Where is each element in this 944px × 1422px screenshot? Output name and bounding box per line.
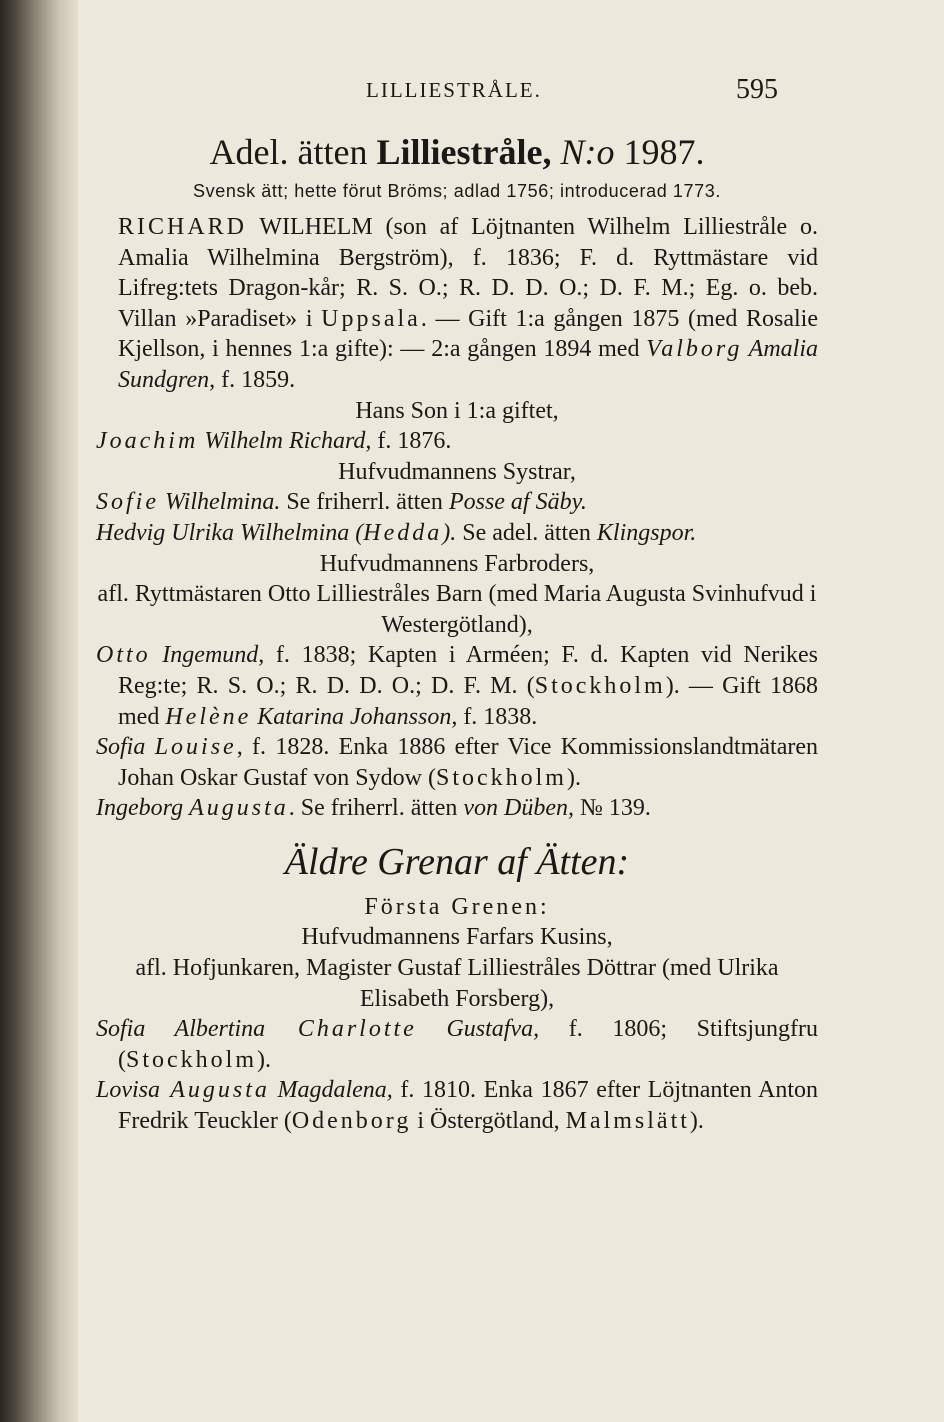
son-heading: Hans Son i 1:a giftet, [355, 397, 559, 424]
page-content [96, 72, 818, 1137]
uncle-subheading: afl. Ryttmästaren Otto Lilliestråles Barn (med Maria Augusta Svinhufvud i Westergötland), [97, 581, 817, 638]
title-prefix: Adel. ätten [209, 132, 368, 172]
entry-richard: RICHARD WILHELM (son af Löjtnanten Wilhelm Lilliestråle o. Amalia Wilhelmina Bergström), f. 1836; F. d. Ryttmästare vid Lifreg:tets Dragon-kår; R. S. O.; R. D. D. O.; D. F. M.; Eg. o. beb. Villan »Paradiset» i Uppsala. — Gift 1:a gången 1875 (med Rosalie Kjellson, i hennes 1:a gifte): — 2:a gången 1894 med Valborg Amalia Sundgren, f. 1859. [118, 214, 818, 393]
cousin-heading: Hufvudmannens Farfars Kusins, [301, 924, 613, 951]
older-branches-heading: Äldre Grenar af Ätten: [284, 840, 630, 883]
running-title: LILLIESTRÅLE. [366, 78, 542, 102]
book-spine-shadow [0, 0, 78, 1422]
genealogy-body [96, 212, 818, 1137]
family-number: 1987. [623, 132, 705, 172]
entry-joachim: Joachim Wilhelm Richard, f. 1876. [96, 428, 452, 455]
family-title [96, 130, 818, 174]
entry-hedvig: Hedvig Ulrika Wilhelmina (Hedda). Se adel. ätten Klingspor. [96, 519, 697, 546]
running-header [96, 72, 818, 120]
cousin-subheading: afl. Hofjunkaren, Magister Gustaf Lilliestråles Döttrar (med Ulrika Elisabeth Forsberg), [135, 955, 779, 1012]
family-name: Lilliestråle, [376, 132, 552, 172]
entry-sofia-albertina: Sofia Albertina Charlotte Gustafva, f. 1806; Stiftsjungfru (Stockholm). [96, 1016, 818, 1073]
number-label: N:o [560, 132, 615, 172]
entry-sofie: Sofie Wilhelmina. Se friherrl. ätten Posse af Säby. [96, 489, 587, 516]
sisters-heading: Hufvudmannens Systrar, [338, 458, 576, 485]
entry-sofia-louise: Sofia Louise, f. 1828. Enka 1886 efter Vice Kommissionslandtmätaren Johan Oskar Gustaf von Sydow (Stockholm). [96, 734, 819, 791]
entry-otto: Otto Ingemund, f. 1838; Kapten i Arméen; F. d. Kapten vid Nerikes Reg:te; R. S. O.; R. D. D. O.; D. F. M. (Stockholm). — Gift 1868 med Helène Katarina Johansson, f. 1838. [96, 642, 819, 730]
uncle-heading: Hufvudmannens Farbroders, [319, 550, 595, 577]
family-subtitle: Svensk ätt; hette förut Bröms; adlad 1756; introducerad 1773. [193, 181, 721, 201]
entry-lovisa: Lovisa Augusta Magdalena, f. 1810. Enka 1867 efter Löjtnanten Anton Fredrik Teuckler (Odenborg i Östergötland, Malmslätt). [96, 1077, 819, 1135]
first-branch-heading: Första Grenen: [364, 893, 550, 920]
page-number: 595 [736, 74, 778, 105]
entry-ingeborg: Ingeborg Augusta. Se friherrl. ätten von Düben, № 139. [96, 795, 651, 822]
